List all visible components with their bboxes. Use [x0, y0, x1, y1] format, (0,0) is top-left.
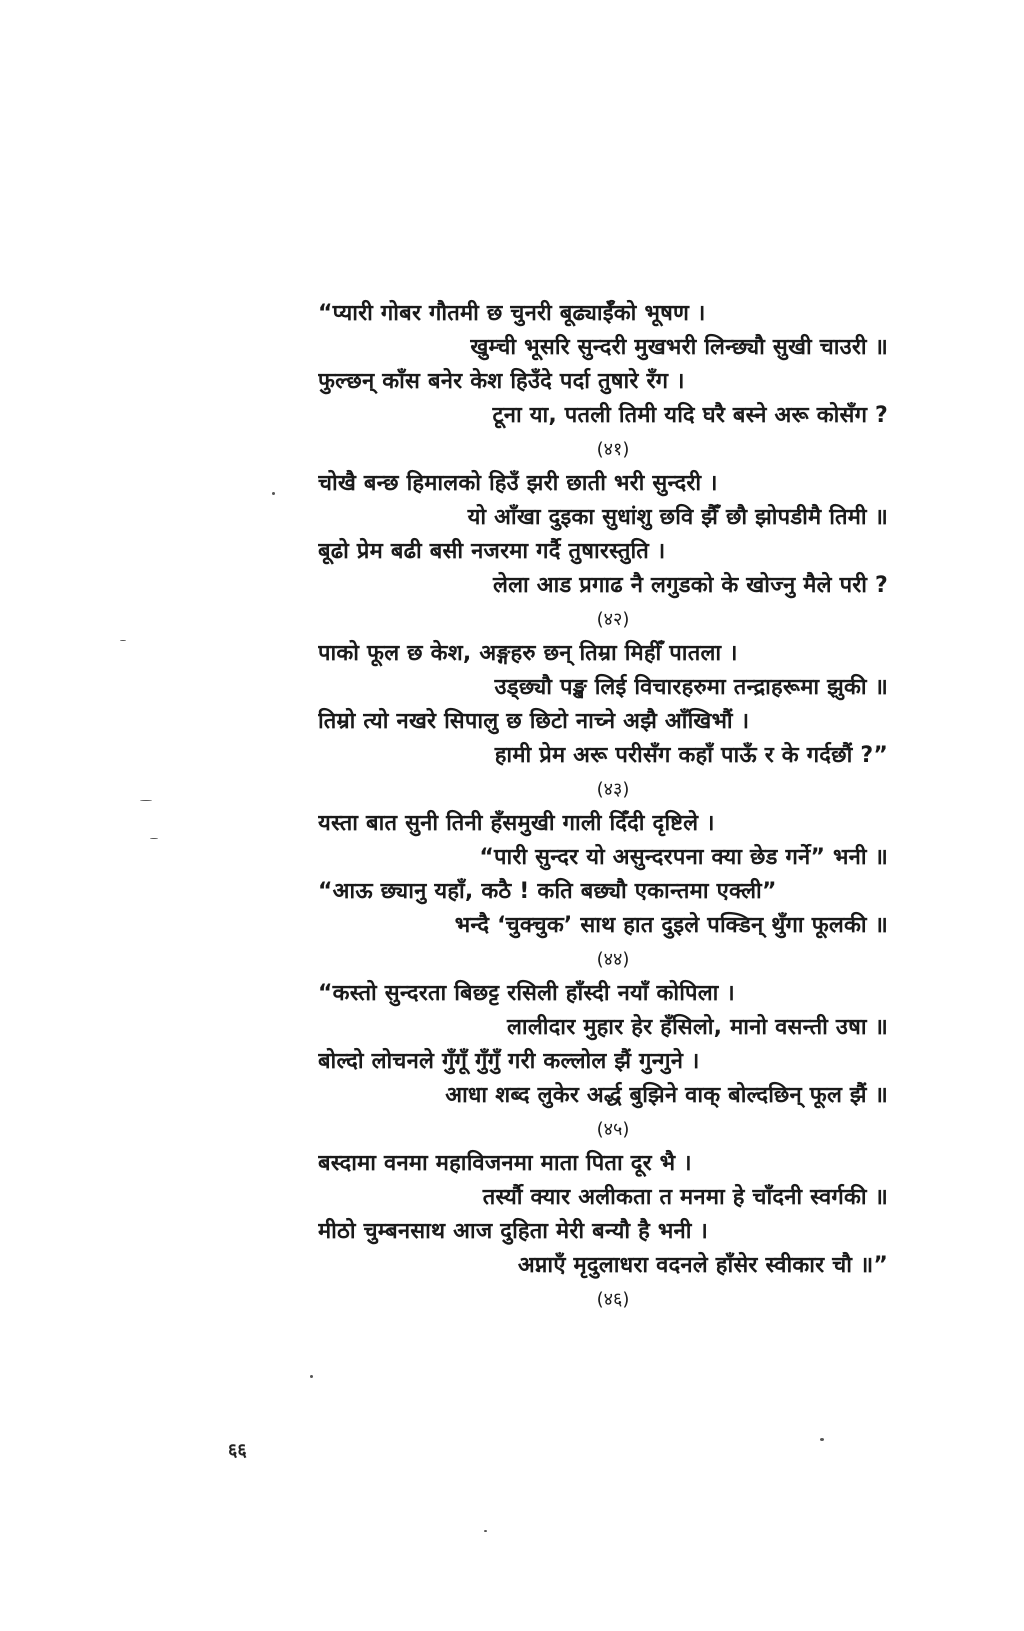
scan-speck — [272, 492, 275, 495]
verse-line: हामी प्रेम अरू परीसँग कहाँ पाऊँ र के गर्दछौं ?” — [494, 743, 888, 768]
stanza-45 — [318, 977, 888, 1147]
stanza-number: (४४) — [596, 949, 630, 970]
scan-speck — [150, 838, 158, 839]
verse-line: “प्यारी गोबर गौतमी छ चुनरी बूढ्याईँको भूषण । — [318, 301, 706, 326]
verse-line: बोल्दो लोचनले गुँगूँ गुँगुँ गरी कल्लोल झैं गुन्गुने । — [318, 1049, 700, 1074]
verse-line: तर्स्यौ क्यार अलीकता त मनमा हे चाँदनी स्वर्गकी ॥ — [482, 1185, 888, 1210]
verse-line: “आऊ छ्यानु यहाँ, कठै ! कति बछ्यौ एकान्तमा एक्ली” — [318, 879, 777, 904]
stanza-43 — [318, 637, 888, 807]
verse-line: अप्नाएँ मृदुलाधरा वदनले हाँसेर स्वीकार चौ ॥” — [517, 1253, 888, 1278]
verse-line: फुल्छन् काँस बनेर केश हिउँदे पर्दा तुषारे रँग । — [318, 369, 685, 394]
verse-line: पाको फूल छ केश, अङ्गहरु छन् तिम्रा मिहीँ पातला । — [318, 641, 738, 666]
verse-line: “पारी सुन्दर यो असुन्दरपना क्या छेड गर्ने” भनी ॥ — [479, 845, 888, 870]
scan-speck — [310, 1375, 313, 1378]
stanza-number: (४५) — [596, 1119, 630, 1140]
verse-line: बूढो प्रेम बढी बसी नजरमा गर्दै तुषारस्तुति । — [318, 539, 666, 564]
verse-line: “कस्तो सुन्दरता बिछट्ट रसिली हाँस्दी नयाँ कोपिला । — [318, 981, 735, 1006]
stanza-42 — [318, 467, 888, 637]
page-number: ६६ — [228, 1440, 247, 1461]
verse-line: तिम्रो त्यो नखरे सिपालु छ छिटो नाच्ने अझै आँखिभौं । — [318, 709, 750, 734]
verse-line: खुम्ची भूसरि सुन्दरी मुखभरी लिन्छ्यौ सुखी चाउरी ॥ — [470, 335, 888, 360]
scan-speck — [120, 640, 126, 641]
verse-line: टूना या, पतली तिमी यदि घरै बस्ने अरू कोसँग ? — [492, 403, 888, 428]
scan-speck — [820, 1438, 824, 1441]
stanza-41 — [318, 297, 888, 467]
stanza-number: (४३) — [596, 779, 630, 800]
verse-line: यो आँखा दुइका सुधांशु छवि झैँ छौ झोपडीमै तिमी ॥ — [467, 505, 888, 530]
stanza-46 — [318, 1147, 888, 1317]
scan-speck — [140, 800, 152, 801]
verse-line: लेला आड प्रगाढ नै लगुडको के खोज्नु मैले परी ? — [493, 573, 888, 598]
verse-line: आधा शब्द लुकेर अर्द्ध बुझिने वाक् बोल्दछिन् फूल झैं ॥ — [445, 1083, 888, 1108]
verse-block — [318, 297, 888, 1317]
stanza-number: (४१) — [596, 439, 630, 460]
stanza-number: (४६) — [596, 1289, 630, 1310]
stanza-number: (४२) — [596, 609, 630, 630]
verse-line: उड्छ्यौ पङ्ख लिई विचारहरुमा तन्द्राहरूमा झुकी ॥ — [494, 675, 888, 700]
stanza-44 — [318, 807, 888, 977]
verse-line: भन्दै ‘चुक्चुक’ साथ हात दुइले पक्डिन् थुँगा फूलकी ॥ — [454, 913, 888, 938]
scan-speck — [484, 1530, 487, 1532]
verse-line: चोखै बन्छ हिमालको हिउँ झरी छाती भरी सुन्दरी । — [318, 471, 718, 496]
verse-line: यस्ता बात सुनी तिनी हँसमुखी गाली दिँदी दृष्टिले । — [318, 811, 715, 836]
verse-line: बस्दामा वनमा महाविजनमा माता पिता दूर भै । — [318, 1151, 692, 1176]
verse-line: मीठो चुम्बनसाथ आज दुहिता मेरी बन्यौ है भनी । — [318, 1219, 708, 1244]
verse-line: लालीदार मुहार हेर हँसिलो, मानो वसन्ती उषा ॥ — [507, 1015, 888, 1040]
